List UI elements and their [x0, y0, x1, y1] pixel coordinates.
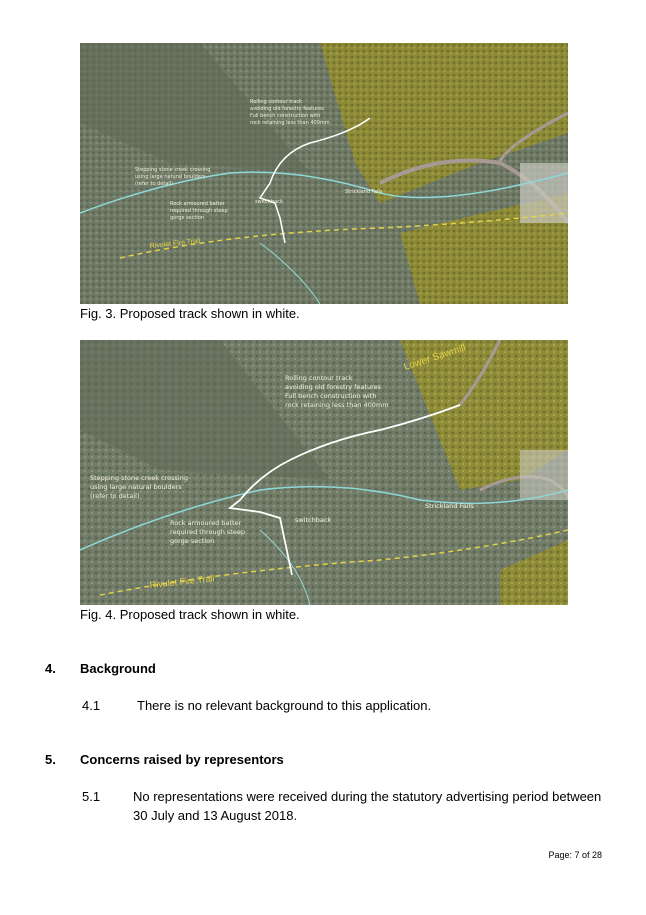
svg-text:Rivulet Fire Trail: Rivulet Fire Trail — [149, 237, 201, 250]
svg-text:Rock armoured batter: Rock armoured batter — [170, 519, 242, 527]
item-5-1-text-line2: 30 July and 13 August 2018. — [133, 808, 298, 823]
svg-text:Rivulet Fire Trail: Rivulet Fire Trail — [149, 573, 215, 590]
figure-4-map — [80, 340, 568, 605]
svg-text:using large natural boulders: using large natural boulders — [90, 483, 182, 491]
section-4-number: 4. — [45, 661, 56, 676]
svg-text:(refer to detail): (refer to detail) — [90, 492, 140, 500]
svg-text:Rock armoured batter: Rock armoured batter — [170, 201, 225, 207]
svg-text:switchback: switchback — [255, 199, 283, 205]
svg-text:required through steep: required through steep — [170, 528, 245, 536]
svg-text:Full bench construction with: Full bench construction with — [285, 392, 377, 400]
svg-text:(refer to detail): (refer to detail) — [135, 181, 174, 187]
svg-text:gorge section: gorge section — [170, 537, 215, 545]
fig4-label-contour-1: Rolling contour track — [285, 374, 353, 382]
svg-text:Strickland Falls: Strickland Falls — [425, 502, 474, 510]
svg-text:Stepping stone creek crossing: Stepping stone creek crossing — [90, 474, 188, 482]
page-number: Page: 7 of 28 — [548, 850, 602, 860]
svg-text:Full bench construction with: Full bench construction with — [250, 113, 321, 119]
section-4-title: Background — [80, 661, 156, 676]
figure-4-caption: Fig. 4. Proposed track shown in white. — [80, 607, 300, 622]
fig3-label-contour-1: Rolling contour track — [250, 99, 302, 105]
svg-text:Lower Sawmill: Lower Sawmill — [402, 342, 468, 373]
section-5-number: 5. — [45, 752, 56, 767]
svg-text:rock retaining less than 400mm: rock retaining less than 400mm — [250, 120, 330, 126]
figure-3-caption: Fig. 3. Proposed track shown in white. — [80, 306, 300, 321]
item-4-1-text: There is no relevant background to this application. — [137, 698, 432, 713]
svg-text:Strickland Falls: Strickland Falls — [345, 189, 383, 195]
svg-text:Rolling contour track — [285, 374, 353, 382]
svg-text:avoiding old forestry features: avoiding old forestry features — [250, 106, 324, 112]
svg-text:gorge section: gorge section — [170, 215, 205, 221]
svg-text:required through steep: required through steep — [170, 208, 228, 214]
item-5-1-number: 5.1 — [82, 789, 101, 804]
section-5-title: Concerns raised by representors — [80, 752, 284, 767]
aerial-map-3 — [80, 43, 568, 304]
svg-text:rock retaining less than 400mm: rock retaining less than 400mm — [285, 401, 389, 409]
item-4-1-number: 4.1 — [82, 698, 101, 713]
item-5-1-text-line1: No representations were received during the statutory advertising period between — [133, 789, 602, 804]
svg-text:avoiding old forestry features: avoiding old forestry features — [285, 383, 381, 391]
aerial-map-4 — [80, 340, 568, 605]
figure-3-map — [80, 43, 568, 304]
svg-text:switchback: switchback — [295, 516, 332, 524]
svg-text:Stepping stone creek crossing: Stepping stone creek crossing — [135, 167, 211, 173]
svg-text:using large natural boulders: using large natural boulders — [135, 174, 206, 180]
svg-text:Rolling contour track — [250, 99, 302, 105]
